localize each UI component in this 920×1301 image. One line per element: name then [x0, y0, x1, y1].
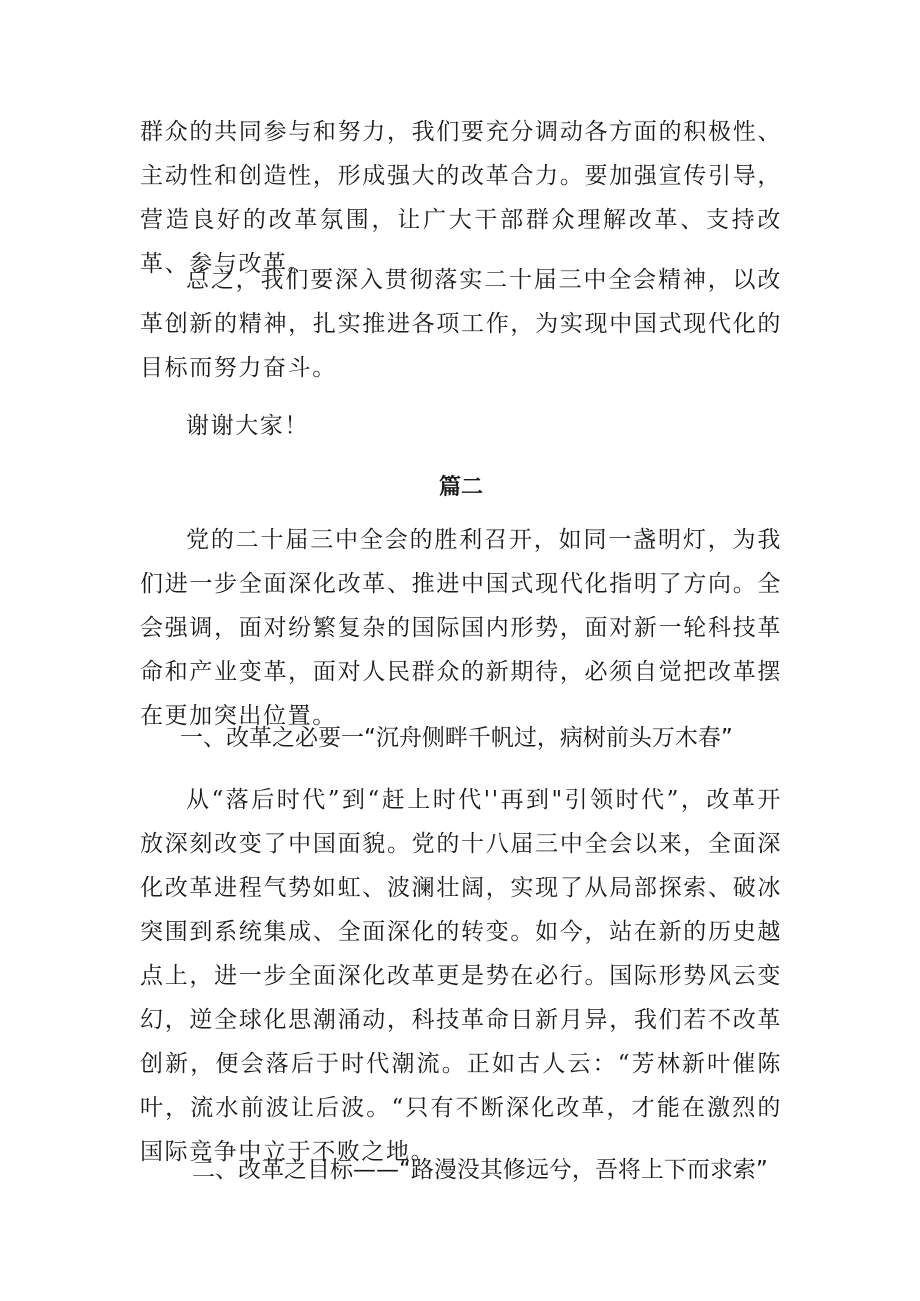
paragraph-thanks: 谢谢大家！ [186, 413, 309, 439]
paragraph-continuation: 群众的共同参与和努力，我们要充分调动各方面的积极性、主动性和创造性，形成强大的改革合力。要加强宣传引导，营造良好的改革氛围，让广大干部群众理解改革、支持改革、参与改革。 [140, 119, 782, 277]
paragraph-necessity: 从“落后时代”到“赶上时代''再到"引领时代”，改革开放深刻改变了中国面貌。党的十八届三中全会以来，全面深化改革进程气势如虹、波澜壮阔，实现了从局部探索、破冰突围到系统集成、全面深化的转变。如今，站在新的历史越点上，进一步全面深化改革更是势在必行。国际形势风云变幻，逆全球化思潮涌动，科技革命日新月异，我们若不改革创新，便会落后于时代潮流。正如古人云：“芳林新叶催陈叶，流水前波让后波。“只有不断深化改革，才能在激烈的国际竞争中立于不败之地。 [140, 787, 782, 1165]
heading-one: 一、改革之必要一“沉舟侧畔千帆过，病树前头万木春” [180, 725, 733, 751]
section-title: 篇二 [438, 475, 483, 500]
paragraph-intro: 党的二十届三中全会的胜利召开，如同一盏明灯，为我们进一步全面深化改革、推进中国式现代化指明了方向。全会强调，面对纷繁复杂的国际国内形势，面对新一轮科技革命和产业变革，面对人民群众的新期待，必须自觉把改革摆在更加突出位置。 [140, 527, 782, 729]
paragraph-conclusion: 总之，我们要深入贯彻落实二十届三中全会精神，以改革创新的精神，扎实推进各项工作，为实现中国式现代化的目标而努力奋斗。 [140, 267, 782, 381]
heading-two: 二、改革之目标——“路漫没其修远兮，吾将上下而求索” [192, 1157, 768, 1183]
